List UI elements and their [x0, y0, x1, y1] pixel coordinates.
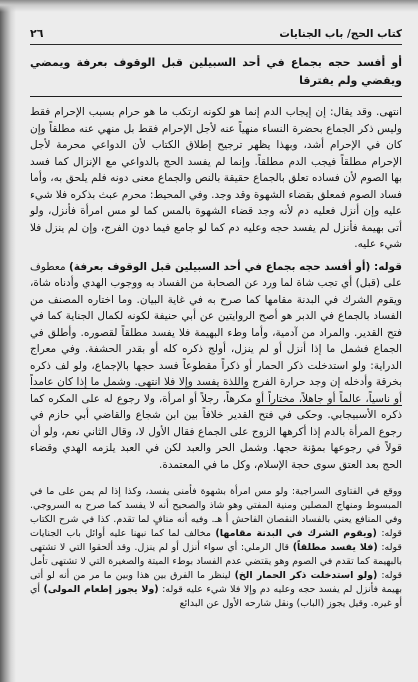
page-number: ٢٦	[30, 27, 44, 40]
footnote-text: قال الرملي: أي سواء أنزل أو لم ينزل. وقد ألحقوا التي لا تشتهى بالبهيمة كما تقدم في الصوم وهو يقتضي عدم الفساد بوطء الميتة والصغيرة التي لا تشتهى تأمل قوله:	[30, 542, 402, 581]
commentary-paragraph-2	[30, 259, 402, 474]
matn-divider	[30, 96, 402, 97]
footnote-quoted-text: (ولا يجوز إطعام المولى)	[43, 584, 159, 595]
footnote-text: ووقع في الفتاوى السراجية: ولو مس امرأة بشهوة فأمنى يفسد، وكذا إذا لم يمن على ما في المبسوط ومنهاج المصلين ومنية المفتي وهو شاذ والصحيح أنه لا يفسد كما صرح به السروجي. وفي المنافع يعني بالفساد النقصان الفاحش أ هـ. وفيه أنه منافٍ لما تقدم. كذا في شرح الكتاب قوله:	[30, 486, 402, 539]
footnote-text: لينظر ما الفرق بين هذا وبين ما مر من أنه لو أتى بهيمة فأنزل لم يفسد حجه وعليه دم وإلا فلا شيء عليه قوله:	[30, 570, 402, 595]
running-title: كتاب الحج/ باب الجنايات	[279, 28, 402, 40]
page-header	[30, 26, 402, 45]
commentary-text: مكرهاً، رجلاً أو امرأة، ولا رجوع له على المكره كما ذكره الأسبيجابي. وحكى في فتح القدير خلافاً بين ابن شجاع والقاضي أبي حازم في رجوع المرأة بالدم إذا أكرهها الزوج على الجماع فقال الأول لا، وقال الثاني نعم، ولو أن قولاً في رجوعها بمؤنة حجها. وشمل الحر والعبد لكن في العبد يلزمه الهدي وقضاء الحج بعد العتق سوى حجة الإسلام، وكل ما في المعتمدة.	[30, 392, 402, 471]
footnote-quoted-text: (ويقوم الشرك في البدنة مقامها)	[215, 528, 377, 539]
commentary-paragraph-1: انتهى. وقد يقال: إن إيجاب الدم إنما هو لكونه ارتكب ما هو حرام بسبب الإحرام فقط وليس ذكر الجماع بحضرة النساء منهياً عنه لأجل الإحرام فقط بل منهي عنه مطلقاً وإن كان في الإحرام أشد، وبهذا يظهر ترجيح إطلاق الكتاب لأن الدواعي محرمة لأجل الإحرام مطلقاً فيجب الدم مطلقاً. وإنما لم يفسد الحج بالدواعي مع الإنزال كما فسد بها الصوم لأن فساده تعلق بالجماع حقيقة بالنص والجماع معنى دونه فلم يلحق به، وأما فساد الصوم فمعلق بقضاء الشهوة وقد وجد. وفي المحيط: محرم عبث بذكره فلا شيء عليه وإن أنزل فعليه دم لأنه وجد قضاء الشهوة بالمس كما لو مس امرأة فأنزل، ولو أتى بهيمة فأنزل لم يفسد حجه وعليه دم كما لو جامع فيما دون الفرج، وإن لم ينزل فلا شيء عليه.	[30, 106, 402, 250]
commentary-text: معطوف على (قبل) أي تجب شاة لما ورد عن الصحابة من الفساد به ووجوب الهدي وأدناه شاة، ويقوم الشرك في البدنة مقامها كما صرح به في غاية البيان. وما اختاره المصنف من الفساد بالجماع في الدبر هو أصح الروايتين عن أبي حنيفة لكونه لكمال الجناية كما في فتح القدير. والمراد من آدمية، وأما وطء البهيمة فلا يفسد مطلقاً لقصوره. وأطلق في الجماع فشمل ما إذا أنزل أو لم ينزل، أولج ذكره كله أو بقدر الحشفة. وفي معراج الدراية: ولو استدخلت ذكر الحمار أو ذكراً مقطوعاً فسد حجها بالإجماع، ولو لف ذكره بخرقة وأدخله إن وجد حرارة الفرج	[30, 260, 402, 388]
quoted-matn-lead: قوله: (أو أفسد حجه بجماع في أحد السبيلين قبل الوقوف بعرفة)	[69, 260, 402, 273]
matn-text: أو أفسد حجه بجماع في أحد السبيلين قبل الوقوف بعرفة ويمضي ويقضي ولم يفترقا	[30, 56, 402, 87]
footnote-quoted-text: (ولو استدخلت ذكر الحمار الخ)	[234, 570, 378, 581]
footnote-quoted-text: (فلا يفسد مطلقاً)	[292, 542, 378, 553]
footnotes-block	[30, 485, 402, 611]
footnote-text: أي أو غيره. وقيل يجوز (الباب) ونقل شارحه الأول عن البدائع	[30, 584, 402, 609]
pen-underlined-text: واللذة يفسد وإلا فلا انتهى. وشمل ما إذا كان عامداً أو ناسياً، عالماً أو جاهلاً، مختاراً أو	[30, 376, 402, 405]
footnote-text: مخالف لما كما نبهنا عليه أوائل باب الجنايات قوله:	[30, 528, 402, 553]
page-content	[30, 26, 402, 611]
